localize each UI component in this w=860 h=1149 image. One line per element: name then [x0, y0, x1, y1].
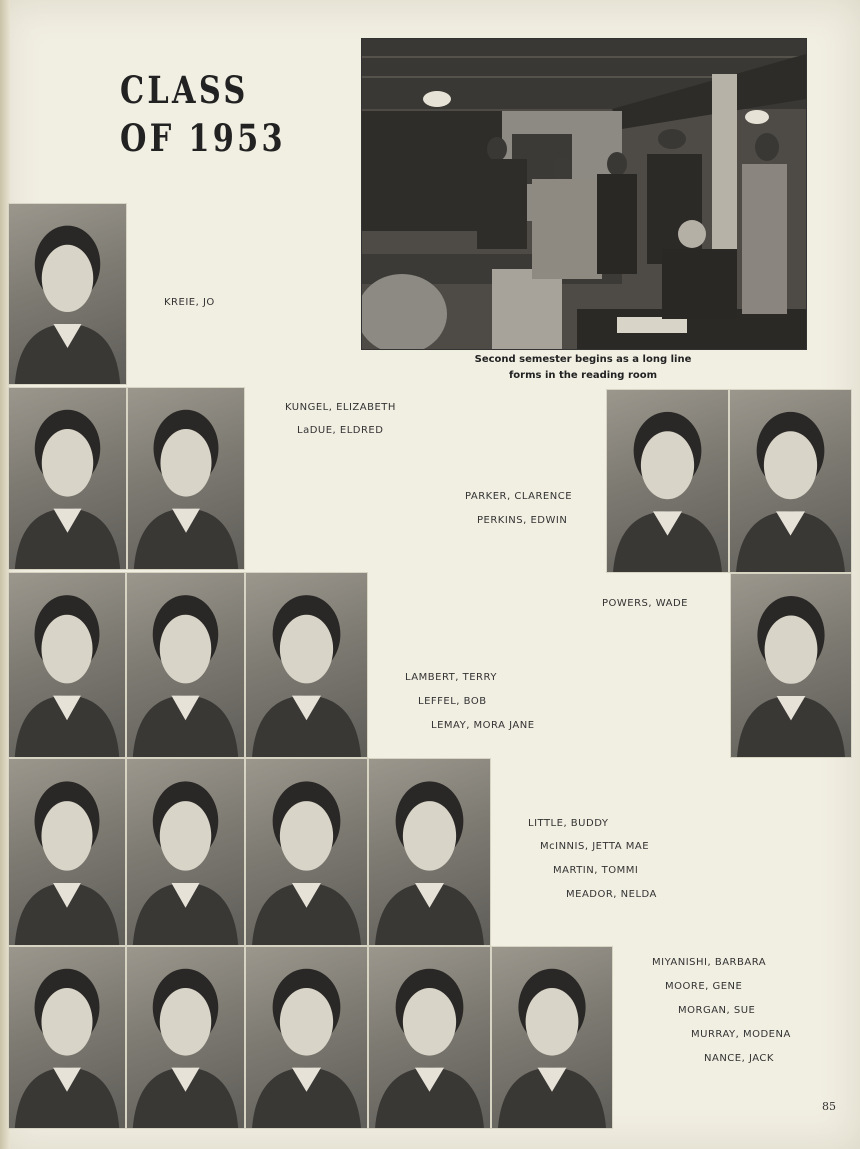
portrait-lemay-mora-jane — [245, 572, 368, 758]
portrait-murray-modena — [368, 946, 491, 1129]
portrait-mcinnis-jetta-mae — [126, 758, 245, 946]
student-name: LAMBERT, TERRY — [405, 672, 497, 683]
portrait-meador-nelda — [368, 758, 491, 946]
student-name: KUNGEL, ELIZABETH — [285, 402, 396, 413]
student-name: POWERS, WADE — [602, 598, 688, 609]
portrait-silhouette — [369, 947, 490, 1128]
portrait-moore-gene — [126, 946, 245, 1129]
portrait-silhouette — [369, 759, 490, 945]
portrait-parker-clarence — [606, 389, 729, 573]
portrait-silhouette — [9, 204, 126, 384]
portrait-silhouette — [127, 573, 244, 757]
portrait-silhouette — [9, 759, 125, 945]
student-name: KREIE, JO — [164, 297, 215, 308]
portrait-leffel-bob — [126, 572, 245, 758]
portrait-silhouette — [9, 388, 126, 569]
portrait-silhouette — [246, 573, 367, 757]
portrait-silhouette — [246, 947, 367, 1128]
portrait-perkins-edwin — [729, 389, 852, 573]
student-name: LaDUE, ELDRED — [297, 425, 384, 436]
student-name: MIYANISHI, BARBARA — [652, 957, 767, 968]
portrait-silhouette — [492, 947, 612, 1128]
portrait-silhouette — [607, 390, 728, 572]
student-name: MOORE, GENE — [665, 981, 743, 992]
reading-room-caption — [460, 352, 706, 384]
student-name: MARTIN, TOMMI — [553, 865, 639, 876]
portrait-silhouette — [246, 759, 367, 945]
student-name: LEFFEL, BOB — [418, 696, 487, 707]
reading-room-scene — [362, 39, 806, 349]
portrait-kungel-elizabeth — [8, 387, 127, 570]
student-name: PARKER, CLARENCE — [465, 491, 573, 502]
student-name: NANCE, JACK — [704, 1053, 774, 1064]
portrait-ladue-eldred — [127, 387, 245, 570]
portrait-nance-jack — [491, 946, 613, 1129]
portrait-martin-tommi — [245, 758, 368, 946]
portrait-powers-wade — [730, 573, 852, 758]
student-name: MORGAN, SUE — [678, 1005, 756, 1016]
portrait-little-buddy — [8, 758, 126, 946]
portrait-silhouette — [127, 947, 244, 1128]
title-line-1: CLASS — [120, 68, 249, 112]
student-name: McINNIS, JETTA MAE — [540, 841, 650, 852]
page-title — [120, 66, 286, 162]
portrait-silhouette — [9, 947, 125, 1128]
caption-line-2: forms in the reading room — [508, 370, 658, 381]
student-name: PERKINS, EDWIN — [477, 515, 568, 526]
caption-line-1: Second semester begins as a long line — [474, 354, 692, 365]
student-name: MEADOR, NELDA — [566, 889, 657, 900]
reading-room-photo — [361, 38, 807, 350]
page-number: 85 — [822, 1100, 836, 1113]
student-name: LEMAY, MORA JANE — [431, 720, 535, 731]
portrait-morgan-sue — [245, 946, 368, 1129]
portrait-silhouette — [730, 390, 851, 572]
portrait-silhouette — [9, 573, 125, 757]
portrait-miyanishi-barbara — [8, 946, 126, 1129]
title-line-2: OF 1953 — [120, 116, 286, 160]
portrait-lambert-terry — [8, 572, 126, 758]
portrait-silhouette — [128, 388, 244, 569]
portrait-silhouette — [127, 759, 244, 945]
student-name: LITTLE, BUDDY — [528, 818, 609, 829]
portrait-kreie-jo — [8, 203, 127, 385]
student-name: MURRAY, MODENA — [691, 1029, 791, 1040]
portrait-silhouette — [731, 574, 851, 757]
